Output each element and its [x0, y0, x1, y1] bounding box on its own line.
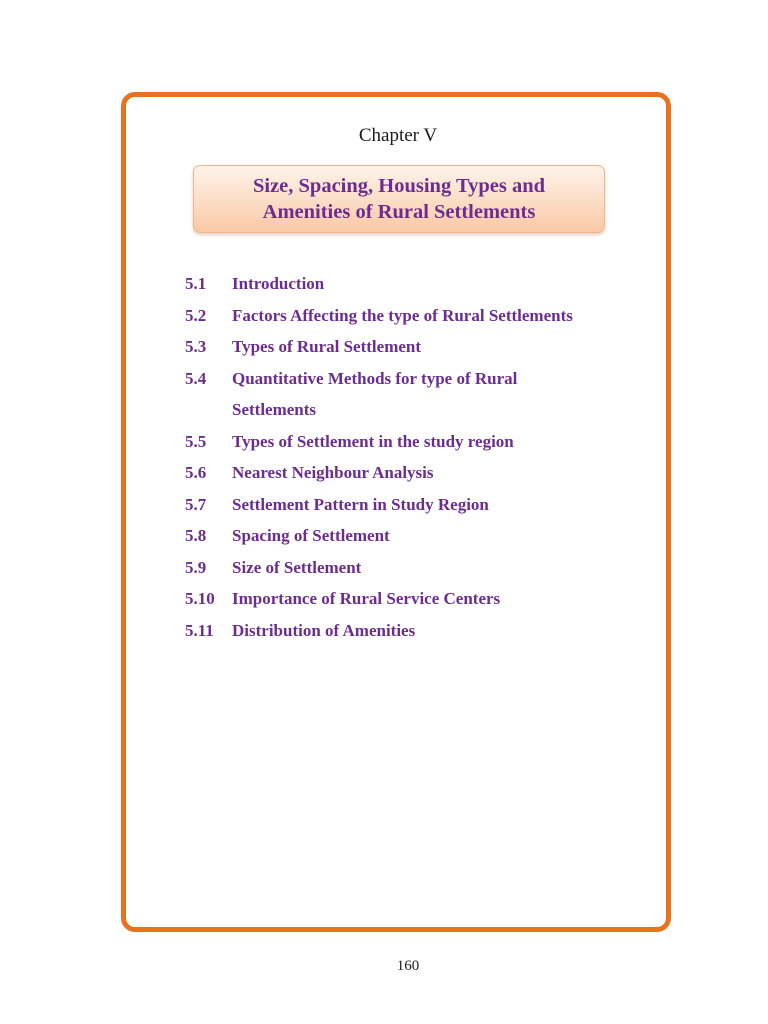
- toc-title: Factors Affecting the type of Rural Settlements: [232, 305, 573, 325]
- toc-title-continued: Settlements: [232, 400, 317, 419]
- table-of-contents: [185, 268, 635, 646]
- chapter-title-line-2: Amenities of Rural Settlements: [262, 201, 536, 223]
- toc-number: 5.5: [185, 431, 207, 451]
- chapter-label: Chapter V: [358, 125, 438, 146]
- toc-item-5-5: [185, 426, 635, 458]
- toc-item-5-1: [185, 268, 635, 300]
- chapter-title-box: [193, 165, 605, 233]
- toc-number: 5.1: [185, 274, 207, 293]
- page-number: 160: [396, 958, 420, 974]
- toc-item-5-2: [185, 300, 635, 332]
- toc-number: 5.8: [185, 526, 207, 545]
- toc-title: Introduction: [232, 274, 325, 293]
- toc-item-5-4: [185, 363, 635, 426]
- toc-number: 5.9: [185, 557, 207, 577]
- toc-item-5-9: [185, 552, 635, 584]
- toc-title: Size of Settlement: [232, 557, 362, 577]
- toc-number: 5.11: [185, 620, 214, 640]
- toc-number: 5.2: [185, 305, 207, 325]
- toc-item-5-3: [185, 331, 635, 363]
- toc-title: Types of Settlement in the study region: [232, 431, 514, 451]
- toc-item-5-11: [185, 615, 635, 647]
- toc-number: 5.3: [185, 337, 207, 356]
- toc-item-5-10: [185, 583, 635, 615]
- toc-number: 5.6: [185, 463, 207, 482]
- toc-title: Importance of Rural Service Centers: [232, 589, 501, 608]
- toc-title: Quantitative Methods for type of Rural: [232, 368, 518, 388]
- toc-number: 5.10: [185, 589, 215, 608]
- toc-title: Distribution of Amenities: [232, 620, 416, 640]
- toc-title: Spacing of Settlement: [232, 526, 390, 545]
- toc-item-5-6: [185, 457, 635, 489]
- toc-number: 5.4: [185, 368, 207, 388]
- toc-title: Types of Rural Settlement: [232, 337, 422, 356]
- toc-title: Settlement Pattern in Study Region: [232, 494, 489, 514]
- toc-number: 5.7: [185, 494, 207, 514]
- toc-title: Nearest Neighbour Analysis: [232, 463, 434, 482]
- toc-item-5-8: [185, 520, 635, 552]
- toc-item-5-7: [185, 489, 635, 521]
- chapter-title-line-1: Size, Spacing, Housing Types and: [252, 175, 546, 197]
